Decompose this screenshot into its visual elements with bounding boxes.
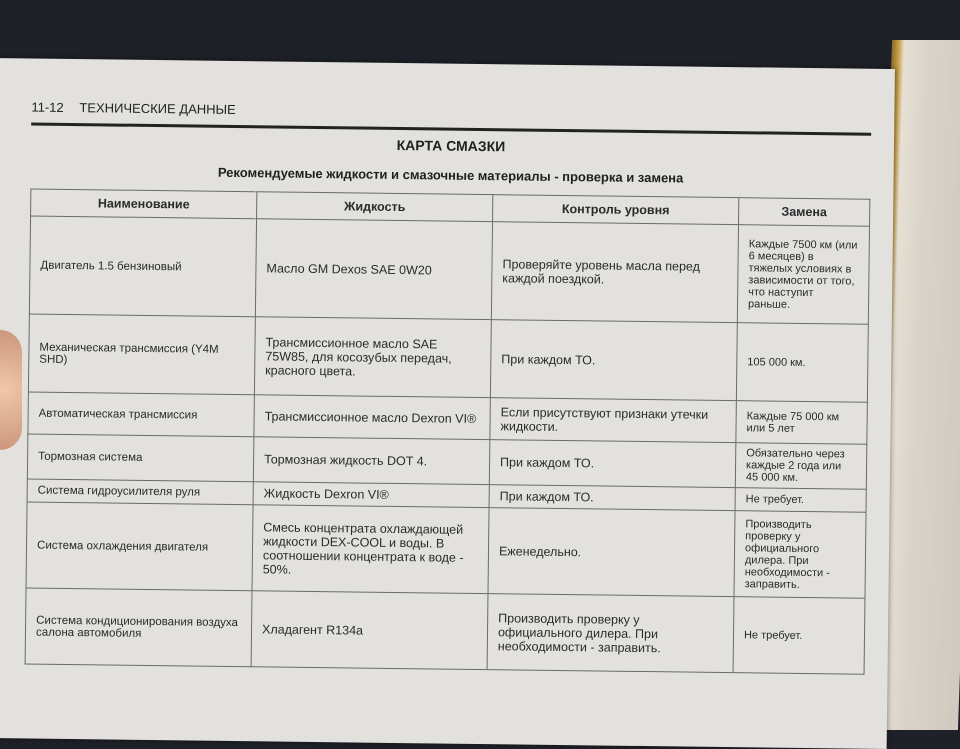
cell-fluid: Трансмиссионное масло SAE 75W85, для косозубых передач, красного цвета.	[254, 317, 491, 398]
cell-fluid: Трансмиссионное масло Dexron VI®	[254, 395, 490, 440]
cell-level-check: Проверяйте уровень масла перед каждой поездкой.	[491, 222, 738, 323]
column-header-level-check: Контроль уровня	[493, 195, 739, 225]
page-header	[31, 95, 871, 136]
cell-replacement: 105 000 км.	[736, 323, 868, 403]
manual-page	[0, 58, 895, 749]
page-number: 11-12	[31, 99, 64, 115]
cell-replacement: Не требует.	[733, 597, 865, 675]
cell-name: Система охлаждения двигателя	[26, 502, 253, 591]
cell-fluid: Хладагент R134a	[251, 591, 488, 670]
column-header-name: Наименование	[31, 189, 257, 219]
cell-name: Система гидроусилителя руля	[27, 479, 253, 505]
cell-name: Механическая трансмиссия (Y4M SHD)	[28, 314, 255, 395]
cell-name: Автоматическая трансмиссия	[28, 392, 254, 437]
table-row	[29, 216, 869, 324]
cell-level-check: Еженедельно.	[488, 508, 735, 597]
cell-fluid: Жидкость Dexron VI®	[253, 482, 489, 508]
cell-name: Тормозная система	[27, 434, 254, 482]
cell-replacement: Производить проверку у официального дилера. При необходимости - заправить.	[734, 511, 866, 599]
cell-level-check: Если присутствуют признаки утечки жидкости.	[490, 398, 736, 443]
cell-fluid: Смесь концентрата охлаждающей жидкости DEX-COOL и воды. В соотношении концентрата к воде - 50%.	[252, 505, 489, 594]
table-row	[28, 314, 868, 402]
document-subtitle: Рекомендуемые жидкости и смазочные материалы - проверка и замена	[217, 164, 684, 186]
cell-name: Двигатель 1.5 бензиновый	[29, 216, 256, 317]
thumb	[0, 330, 22, 450]
column-header-replacement: Замена	[739, 198, 870, 227]
cell-level-check: При каждом ТО.	[489, 440, 736, 488]
cell-replacement: Обязательно через каждые 2 года или 45 000 км.	[735, 443, 867, 490]
cell-replacement: Не требует.	[735, 488, 866, 513]
table-row	[26, 502, 866, 598]
cell-name: Система кондиционирования воздуха салона автомобиля	[25, 588, 252, 667]
lubrication-table	[25, 189, 871, 675]
document-title: КАРТА СМАЗКИ	[396, 136, 506, 155]
column-header-fluid: Жидкость	[257, 192, 493, 222]
cell-level-check: При каждом ТО.	[490, 320, 737, 401]
cell-level-check: При каждом ТО.	[489, 485, 735, 511]
cell-replacement: Каждые 7500 км (или 6 месяцев) в тяжелых условиях в зависимости от того, что наступит раньше.	[737, 225, 869, 325]
cell-level-check: Производить проверку у официального дилера. При необходимости - заправить.	[487, 594, 734, 673]
cell-fluid: Тормозная жидкость DOT 4.	[253, 437, 490, 485]
cell-replacement: Каждые 75 000 км или 5 лет	[736, 401, 868, 445]
cell-fluid: Масло GM Dexos SAE 0W20	[255, 219, 492, 320]
section-title: ТЕХНИЧЕСКИЕ ДАННЫЕ	[79, 100, 236, 118]
table-row	[25, 588, 865, 674]
